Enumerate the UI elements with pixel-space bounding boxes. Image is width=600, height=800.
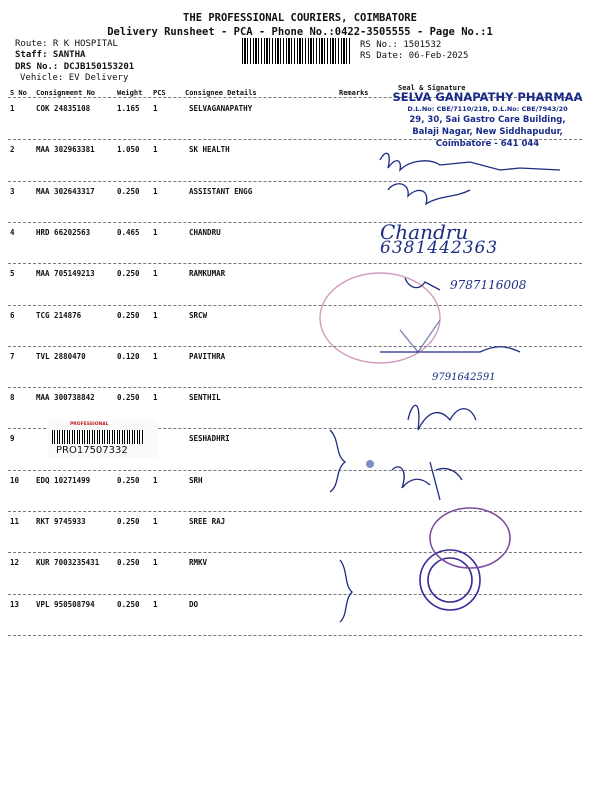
runsheet-title: Delivery Runsheet - PCA - Phone No.:0422-3505555 - Page No.:1 — [107, 26, 493, 38]
row-consignment: MAA 300738842 — [36, 393, 95, 403]
row-consignee: SRCW — [189, 310, 208, 320]
row-sno: 1 — [10, 104, 15, 113]
round-stamp-outer — [420, 550, 480, 610]
row-consignment: EDQ 10271499 — [36, 475, 91, 485]
row-consignee: ASSISTANT ENGG — [189, 186, 253, 196]
row-weight: 0.250 — [117, 393, 140, 403]
faded-stamp — [320, 273, 440, 363]
row-weight: 0.250 — [117, 475, 140, 485]
row-consignee: RMKV — [189, 558, 208, 568]
col-pcs: PCS — [153, 89, 166, 97]
pharmacy-stamp-address2: Balaji Nagar, New Siddhapudur, — [412, 127, 563, 137]
vehicle-label: Vehicle: EV Delivery — [20, 73, 129, 83]
signature-row10 — [392, 467, 430, 488]
row-sno: 2 — [10, 145, 15, 155]
row-consignment: KUR 7003235431 — [36, 558, 100, 568]
col-seal-signature: Seal & Signature — [398, 84, 466, 92]
row-consignment: MAA 705149213 — [36, 269, 95, 279]
row-weight: 0.250 — [117, 269, 140, 279]
row-consignment: VPL 950508794 — [36, 599, 95, 609]
row-sno: 4 — [10, 227, 15, 237]
row-weight: 0.250 — [117, 186, 140, 196]
route-label: Route: R K HOSPITAL — [15, 39, 118, 49]
row-pcs: 1 — [153, 351, 158, 361]
pharmacy-stamp-license: D.L.No: CBE/7110/21B, D.L.No: CBE/7943/20 — [407, 105, 568, 113]
pharmacy-stamp-address1: 29, 30, Sai Gastro Care Building, — [409, 115, 566, 125]
row-sno: 6 — [10, 310, 15, 320]
row-sno: 10 — [10, 475, 20, 485]
row-pcs: 1 — [153, 558, 158, 568]
row-pcs: 1 — [153, 186, 158, 196]
row-consignee: SREE RAJ — [189, 517, 226, 526]
row-weight: 0.250 — [117, 310, 140, 320]
col-weight: Weight — [117, 89, 143, 97]
signature-row7 — [380, 347, 520, 352]
handwritten-phone-row5: 9787116008 — [450, 278, 527, 292]
row-consignment: MAA 302963381 — [36, 145, 95, 155]
sticker-code: PRO17507332 — [56, 445, 128, 456]
row-consignment: MAA 302643317 — [36, 186, 95, 196]
row-consignee: SRH — [189, 475, 203, 485]
pharmacy-stamp-address3: Coimbatore - 641 044 — [435, 139, 540, 149]
row-pcs: 1 — [153, 145, 158, 155]
col-consignment: Consignment No — [36, 89, 96, 97]
row-consignee: CHANDRU — [189, 227, 221, 237]
row-sno: 5 — [10, 269, 15, 279]
brace-row9 — [330, 430, 345, 492]
row-weight: 0.465 — [117, 227, 140, 237]
row-consignment: TCG 214876 — [36, 310, 82, 320]
row-pcs: 1 — [153, 599, 158, 609]
handwritten-name-row4: Chandru — [380, 220, 469, 244]
row-sno: 12 — [10, 558, 20, 568]
company-title: THE PROFESSIONAL COURIERS, COIMBATORE — [183, 12, 417, 24]
row-consignee: RAMKUMAR — [189, 269, 226, 279]
row-sno: 3 — [10, 186, 15, 196]
drs-number: DRS No.: DCJB150153201 — [15, 62, 135, 72]
row-pcs: 1 — [153, 393, 158, 403]
rs-date: RS Date: 06-Feb-2025 — [360, 51, 469, 61]
row-sno: 9 — [10, 434, 15, 444]
row-consignment: TVL 2880470 — [36, 351, 86, 361]
pharmacy-stamp-name: SELVA GANAPATHY PHARMAA — [392, 90, 583, 104]
row-consignee: PAVITHRA — [189, 351, 226, 361]
row-consignment: HRD 66202563 — [36, 227, 91, 237]
row-pcs: 1 — [153, 104, 158, 113]
row-consignee: DO — [189, 599, 199, 609]
row-pcs: 1 — [153, 227, 158, 237]
row-weight: 0.250 — [117, 558, 140, 568]
row-consignee: SENTHIL — [189, 393, 221, 403]
row-pcs: 1 — [153, 269, 158, 279]
signature-row8 — [408, 405, 476, 430]
row-sno: 7 — [10, 351, 15, 361]
col-remarks: Remarks — [339, 89, 369, 97]
col-consignee: Consignee Details — [185, 89, 257, 97]
row-pcs: 1 — [153, 310, 158, 320]
staff-label: Staff: SANTHA — [15, 50, 86, 60]
row-pcs: 1 — [153, 475, 158, 485]
row-pcs: 1 — [153, 517, 158, 526]
col-sno: S No — [10, 89, 27, 97]
row-weight: 1.050 — [117, 145, 140, 155]
row-consignment: RKT 9745933 — [36, 517, 86, 526]
row-sno: 13 — [10, 599, 20, 609]
handwritten-phone-row8: 9791642591 — [432, 372, 496, 383]
row-consignee: SESHADHRI — [189, 434, 230, 444]
row-sno: 11 — [10, 517, 20, 526]
signature-row3 — [380, 153, 560, 170]
row-weight: 0.120 — [117, 351, 140, 361]
brace-row13 — [340, 560, 352, 622]
row-weight: 0.250 — [117, 599, 140, 609]
row-consignee: SELVAGANAPATHY — [189, 104, 253, 113]
company-stamp-outer — [430, 508, 510, 568]
row-weight: 0.250 — [117, 517, 140, 526]
rs-number: RS No.: 1501532 — [360, 40, 442, 50]
sticker-brand: PROFESSIONAL — [70, 422, 109, 427]
signature-row5 — [405, 278, 440, 290]
row-consignee: SK HEALTH — [189, 145, 230, 155]
row-weight: 1.165 — [117, 104, 140, 113]
signature-row3b — [388, 184, 470, 204]
handwritten-phone-row4: 6381442363 — [380, 238, 499, 258]
row-sno: 8 — [10, 393, 15, 403]
row-consignment: COK 24835108 — [36, 104, 91, 113]
signature-row10b — [430, 462, 462, 500]
